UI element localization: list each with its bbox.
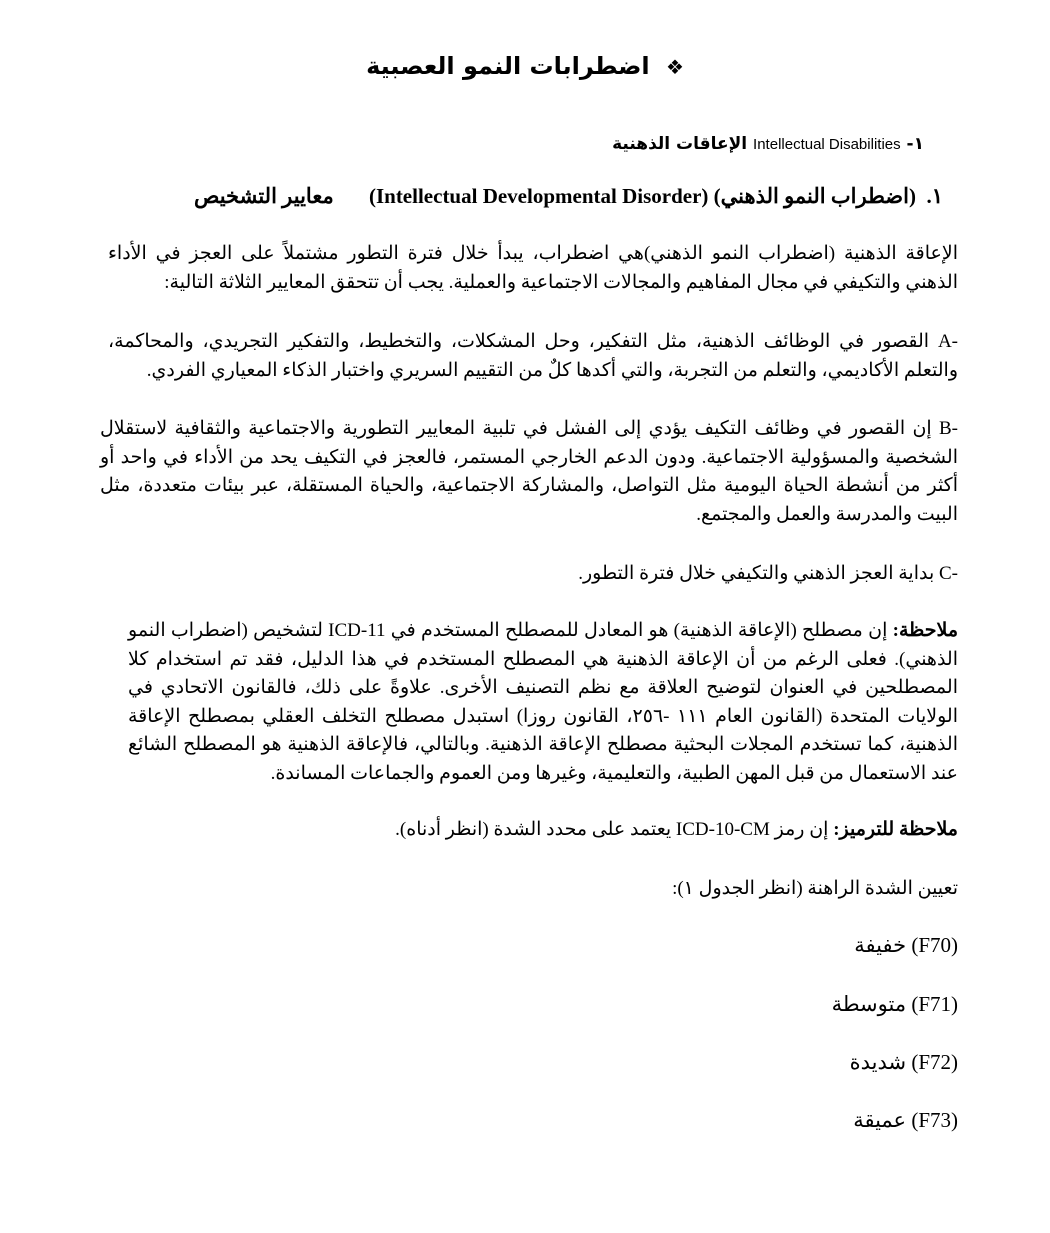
coding-note — [108, 816, 958, 845]
section-heading — [612, 134, 924, 154]
severity-code: (F73) — [911, 1108, 958, 1132]
section-number: ١- — [906, 134, 924, 154]
severity-label: شديدة — [849, 1050, 907, 1074]
severity-label: خفيفة — [854, 933, 907, 957]
disorder-heading — [194, 184, 943, 209]
severity-label: متوسطة — [831, 992, 907, 1016]
note-paragraph — [128, 617, 958, 788]
coding-note-label: ملاحظة للترميز: — [833, 819, 958, 840]
severity-item — [832, 992, 958, 1017]
criterion-a-text: القصور في الوظائف الذهنية، مثل التفكير، وحل المشكلات، والتخطيط، والتفكير التجريدي، والمحاكمة، والتعلم الأكاديمي، والتعلم من التجربة، والتي أكدها كلٌ من التقييم السريري واختبار الذكاء المعياري الفردي. — [108, 331, 958, 381]
note-label: ملاحظة: — [892, 620, 958, 641]
severity-code: (F70) — [911, 933, 958, 957]
disorder-english: (Intellectual Developmental Disorder) — [368, 184, 709, 208]
criterion-c — [108, 560, 958, 589]
criterion-c-text: بداية العجز الذهني والتكيفي خلال فترة التطور. — [578, 563, 935, 584]
criterion-b-text: إن القصور في وظائف التكيف يؤدي إلى الفشل في تلبية المعايير التطورية والاجتماعية والثقافية لاستقلال الشخصية والمسؤولية الاجتماعية. ودون الدعم الخارجي المستمر، فالعجز في التكيف يحد من الأداء في واحد أو أكثر من أنشطة الحياة اليومية مثل التواصل، والمشاركة الاجتماعية، والحياة المستقلة، عبر بيئات متعددة، مثل البيت والمدرسة والعمل والمجتمع. — [100, 418, 958, 525]
criterion-a — [108, 328, 958, 385]
severity-item — [854, 933, 958, 958]
criterion-b-label: B- — [939, 418, 958, 439]
page-title — [0, 52, 1050, 80]
section-arabic: الإعاقات الذهنية — [612, 134, 748, 154]
severity-label: عميقة — [853, 1108, 907, 1132]
severity-code: (F71) — [911, 992, 958, 1016]
severity-item — [853, 1108, 958, 1133]
criterion-c-label: C- — [939, 563, 958, 584]
criteria-label: معايير التشخيص — [193, 184, 334, 208]
diamond-bullet-icon: ❖ — [665, 55, 684, 79]
criterion-b — [100, 415, 958, 529]
page-title-text: اضطرابات النمو العصبية — [366, 52, 650, 80]
severity-intro: تعيين الشدة الراهنة (انظر الجدول ١): — [672, 878, 958, 899]
severity-code: (F72) — [911, 1050, 958, 1074]
disorder-number: ١. — [926, 184, 943, 208]
note-text: إن مصطلح (الإعاقة الذهنية) هو المعادل للمصطلح المستخدم في ICD-11 لتشخيص (اضطراب النمو الذهني). فعلى الرغم من أن الإعاقة الذهنية هي المصطلح المستخدم في هذا الدليل، فقد تم استخدام كلا المصطلحين في العنوان لتوضيح العلاقة مع نظم التصنيف الأخرى. علاوةً على ذلك، فالقانون الاتحادي في الولايات المتحدة (القانون العام ١١١ -٢٥٦، القانون روزا) استبدل مصطلح التخلف العقلي بمصطلح الإعاقة الذهنية، كما تستخدم المجلات البحثية مصطلح الإعاقة الذهنية. وبالتالي، فالإعاقة الذهنية هو المصطلح الشائع عند الاستعمال من قبل المهن الطبية، والتعليمية، وغيرها ومن العموم والجماعات المساندة. — [128, 620, 958, 784]
coding-note-text: إن رمز ICD-10-CM يعتمد على محدد الشدة (انظر أدناه). — [395, 819, 829, 840]
disorder-arabic: (اضطراب النمو الذهني) — [713, 184, 916, 208]
intro-paragraph: الإعاقة الذهنية (اضطراب النمو الذهني)هي اضطراب، يبدأ خلال فترة التطور مشتملاً على العجز في الأداء الذهني والتكيفي في مجال المفاهيم والمجالات الاجتماعية والعملية. يجب أن تتحقق المعايير الثلاثة التالية: — [108, 243, 958, 293]
section-english: Intellectual Disabilities — [753, 136, 901, 153]
criterion-a-label: A- — [937, 331, 958, 352]
severity-item — [850, 1050, 958, 1075]
